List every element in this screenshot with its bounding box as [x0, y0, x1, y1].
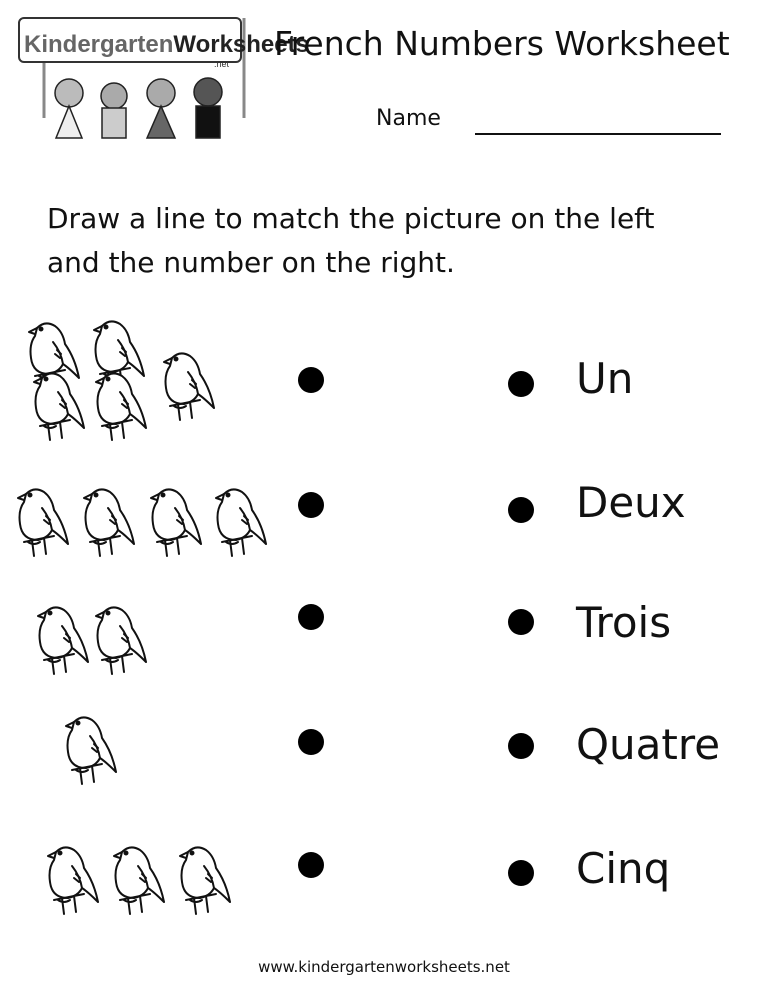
svg-text:.net: .net [214, 59, 230, 69]
number-word: Deux [576, 478, 686, 527]
right-match-dot[interactable] [508, 371, 534, 397]
right-match-dot[interactable] [508, 733, 534, 759]
left-match-dot[interactable] [298, 604, 324, 630]
instructions-line-2: and the number on the right. [47, 246, 455, 279]
bird-icon [62, 712, 120, 786]
worksheet-title: French Numbers Worksheet [274, 24, 730, 63]
right-match-dot[interactable] [508, 497, 534, 523]
left-match-dot[interactable] [298, 852, 324, 878]
footer-url: www.kindergartenworksheets.net [258, 958, 510, 976]
kindergarten-worksheets-logo [14, 8, 309, 153]
bird-icon [30, 368, 88, 442]
bird-icon [110, 842, 168, 916]
bird-icon [212, 484, 270, 558]
svg-text:KindergartenWorksheets: KindergartenWorksheets [24, 31, 309, 58]
bird-icon [92, 602, 150, 676]
left-match-dot[interactable] [298, 367, 324, 393]
left-match-dot[interactable] [298, 492, 324, 518]
left-match-dot[interactable] [298, 729, 324, 755]
bird-icon [92, 368, 150, 442]
instructions-line-1: Draw a line to match the picture on the left [47, 202, 655, 235]
number-word: Cinq [576, 844, 671, 893]
right-match-dot[interactable] [508, 609, 534, 635]
number-word: Quatre [576, 720, 721, 769]
right-match-dot[interactable] [508, 860, 534, 886]
name-label: Name [376, 106, 441, 131]
bird-icon [34, 602, 92, 676]
bird-icon [160, 348, 218, 422]
bird-icon [147, 484, 205, 558]
number-word: Trois [576, 598, 672, 647]
bird-icon [14, 484, 72, 558]
bird-icon [80, 484, 138, 558]
name-input-line[interactable] [475, 133, 721, 135]
bird-icon [176, 842, 234, 916]
number-word: Un [576, 354, 634, 403]
bird-icon [44, 842, 102, 916]
